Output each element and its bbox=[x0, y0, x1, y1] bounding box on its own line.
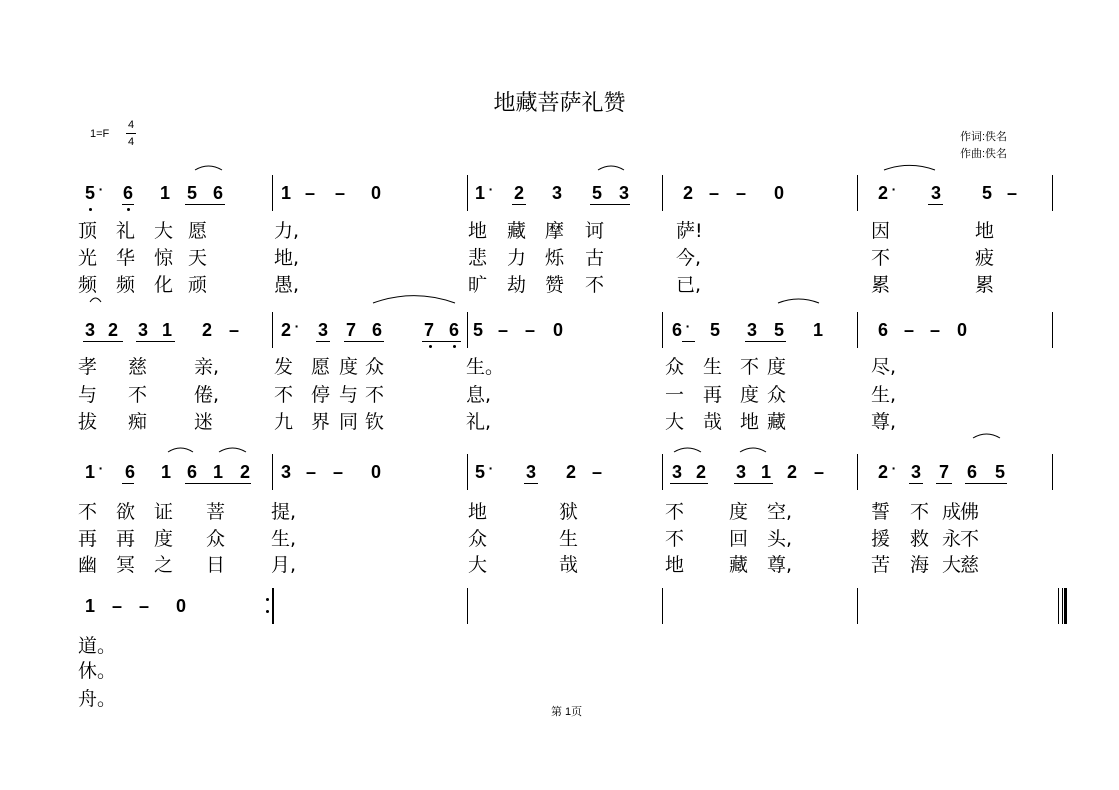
note: 6 bbox=[671, 320, 682, 340]
note: 2 bbox=[201, 320, 212, 340]
note: 1 bbox=[161, 320, 172, 340]
note: 3 bbox=[280, 462, 291, 482]
note: 6 bbox=[877, 320, 888, 340]
lyric-syllable: 钦 bbox=[365, 411, 385, 433]
lyric-syllable: 藏 bbox=[767, 411, 787, 433]
note: 6 bbox=[124, 462, 135, 482]
lyric-syllable: 愚, bbox=[274, 274, 300, 296]
lyric-syllable: 尊, bbox=[871, 411, 897, 433]
lyric-syllable: 慈 bbox=[960, 554, 980, 576]
note: – bbox=[591, 462, 602, 482]
note: 2 bbox=[107, 320, 118, 340]
lyric-syllable: 不 bbox=[910, 501, 930, 523]
note: 0 bbox=[956, 320, 967, 340]
lyric-syllable: 痴 bbox=[128, 411, 148, 433]
lyric-syllable: 众 bbox=[206, 528, 226, 550]
lyric-syllable: 誓 bbox=[871, 501, 891, 523]
lyric-syllable: 愿 bbox=[188, 220, 208, 242]
note: 3 bbox=[84, 320, 95, 340]
note: 5 bbox=[472, 320, 483, 340]
note: 3 bbox=[746, 320, 757, 340]
lyric-syllable: 疲 bbox=[975, 247, 995, 269]
lyric-syllable: 月, bbox=[271, 554, 297, 576]
note: – bbox=[111, 596, 122, 616]
note: · bbox=[294, 318, 300, 334]
lyric-syllable: 一 bbox=[665, 384, 685, 406]
note: · bbox=[98, 181, 104, 197]
note: 2 bbox=[695, 462, 706, 482]
note: 7 bbox=[938, 462, 949, 482]
lyricist-credit: 作词:佚名 bbox=[960, 131, 1008, 143]
lyric-syllable: 之 bbox=[154, 554, 174, 576]
lyric-syllable: 不 bbox=[585, 274, 605, 296]
slur bbox=[740, 448, 766, 452]
lyric-syllable: 菩 bbox=[206, 501, 226, 523]
note: · bbox=[685, 318, 691, 334]
lyric-syllable: 大 bbox=[154, 220, 174, 242]
note: – bbox=[708, 183, 719, 203]
lyric-syllable: 地, bbox=[274, 247, 300, 269]
lyric-syllable: 不 bbox=[665, 528, 685, 550]
note: 3 bbox=[618, 183, 629, 203]
note: – bbox=[228, 320, 239, 340]
key-signature: 1=F bbox=[90, 128, 110, 140]
note: – bbox=[497, 320, 508, 340]
note: 0 bbox=[773, 183, 784, 203]
note: 7 bbox=[423, 320, 434, 340]
lyric-syllable: 地 bbox=[468, 220, 488, 242]
note: 1 bbox=[812, 320, 823, 340]
note: · bbox=[891, 181, 897, 197]
note: 5 bbox=[474, 462, 485, 482]
lyric-syllable: 生。 bbox=[466, 356, 505, 378]
lyric-syllable: 度 bbox=[729, 501, 749, 523]
note: 1 bbox=[474, 183, 485, 203]
note: 2 bbox=[239, 462, 250, 482]
note: 5 bbox=[994, 462, 1005, 482]
note: 1 bbox=[212, 462, 223, 482]
note: 2 bbox=[877, 462, 888, 482]
slur bbox=[884, 165, 935, 170]
lyric-syllable: 频 bbox=[78, 274, 98, 296]
lyric-syllable: 天 bbox=[188, 247, 208, 269]
note: 6 bbox=[448, 320, 459, 340]
lyric-syllable: 孝 bbox=[78, 356, 98, 378]
lyric-syllable: 不 bbox=[78, 501, 98, 523]
lyric-syllable: 狱 bbox=[559, 501, 579, 523]
note: 3 bbox=[525, 462, 536, 482]
lyric-syllable: 赞 bbox=[545, 274, 565, 296]
slur bbox=[973, 434, 1000, 438]
page-title: 地藏菩萨礼赞 bbox=[493, 91, 626, 116]
lyric-syllable: 大 bbox=[468, 554, 488, 576]
lyric-syllable: 九 bbox=[274, 411, 294, 433]
lyric-syllable: 度 bbox=[740, 384, 760, 406]
lyric-syllable: 生, bbox=[271, 528, 297, 550]
slur bbox=[219, 448, 246, 452]
lyric-syllable: 提, bbox=[271, 501, 297, 523]
slur bbox=[90, 298, 101, 302]
note: 3 bbox=[930, 183, 941, 203]
lyric-syllable: 发 bbox=[274, 356, 294, 378]
note: 5 bbox=[186, 183, 197, 203]
lyric-syllable: 旷 bbox=[468, 274, 488, 296]
lyric-syllable: 界 bbox=[311, 411, 331, 433]
note: – bbox=[524, 320, 535, 340]
lyric-syllable: 不 bbox=[365, 384, 385, 406]
note: 6 bbox=[966, 462, 977, 482]
lyric-syllable: 哉 bbox=[703, 411, 723, 433]
lyric-syllable: 证 bbox=[154, 501, 174, 523]
lyric-syllable: 诃 bbox=[585, 220, 605, 242]
note: 5 bbox=[981, 183, 992, 203]
note: 1 bbox=[159, 183, 170, 203]
lyric-syllable: 空, bbox=[767, 501, 793, 523]
slur bbox=[373, 296, 455, 303]
lyric-syllable: 度 bbox=[339, 356, 359, 378]
lyric-syllable: 佛 bbox=[960, 501, 980, 523]
note: 5 bbox=[709, 320, 720, 340]
note: 6 bbox=[212, 183, 223, 203]
note: · bbox=[488, 460, 494, 476]
lyric-syllable: 惊 bbox=[154, 247, 174, 269]
lyric-syllable: 大 bbox=[942, 554, 962, 576]
lyric-syllable: 不 bbox=[960, 528, 980, 550]
composer-credit: 作曲:佚名 bbox=[960, 148, 1008, 160]
note: 1 bbox=[160, 462, 171, 482]
note: 3 bbox=[735, 462, 746, 482]
lyric-syllable: 累 bbox=[975, 274, 995, 296]
note: 0 bbox=[552, 320, 563, 340]
note: 1 bbox=[280, 183, 291, 203]
slur bbox=[778, 299, 819, 303]
lyric-syllable: 劫 bbox=[507, 274, 527, 296]
lyric-syllable: 幽 bbox=[78, 554, 98, 576]
lyric-syllable: 不 bbox=[665, 501, 685, 523]
lyric-syllable: 华 bbox=[116, 247, 136, 269]
note: · bbox=[891, 460, 897, 476]
note: 3 bbox=[317, 320, 328, 340]
note: 3 bbox=[137, 320, 148, 340]
note: 7 bbox=[345, 320, 356, 340]
note: 0 bbox=[175, 596, 186, 616]
lyric-syllable: 与 bbox=[78, 384, 98, 406]
note: 0 bbox=[370, 462, 381, 482]
lyric-syllable: 藏 bbox=[729, 554, 749, 576]
slur bbox=[195, 166, 222, 170]
note: 5 bbox=[773, 320, 784, 340]
note: – bbox=[304, 183, 315, 203]
lyric-syllable: 舟。 bbox=[78, 688, 117, 710]
lyric-syllable: 今, bbox=[676, 247, 702, 269]
lyric-syllable: 度 bbox=[154, 528, 174, 550]
lyric-syllable: 欲 bbox=[116, 501, 136, 523]
lyric-syllable: 尽, bbox=[871, 356, 897, 378]
lyric-syllable: 不 bbox=[871, 247, 891, 269]
lyric-syllable: 再 bbox=[703, 384, 723, 406]
slur bbox=[168, 448, 193, 452]
lyric-syllable: 生 bbox=[559, 528, 579, 550]
lyric-syllable: 再 bbox=[78, 528, 98, 550]
lyric-syllable: 度 bbox=[767, 356, 787, 378]
lyric-syllable: 频 bbox=[116, 274, 136, 296]
lyric-syllable: 礼 bbox=[116, 220, 136, 242]
note: – bbox=[735, 183, 746, 203]
lyric-syllable: 生 bbox=[703, 356, 723, 378]
lyric-syllable: 众 bbox=[767, 384, 787, 406]
meter-bottom: 4 bbox=[126, 133, 136, 150]
lyric-syllable: 冥 bbox=[116, 554, 136, 576]
lyric-syllable: 不 bbox=[128, 384, 148, 406]
lyric-syllable: 地 bbox=[468, 501, 488, 523]
note: – bbox=[903, 320, 914, 340]
lyric-syllable: 众 bbox=[468, 528, 488, 550]
lyric-syllable: 累 bbox=[871, 274, 891, 296]
note: 1 bbox=[84, 596, 95, 616]
note: – bbox=[305, 462, 316, 482]
lyric-syllable: 道。 bbox=[78, 635, 117, 657]
note: – bbox=[1006, 183, 1017, 203]
lyric-syllable: 永 bbox=[942, 528, 962, 550]
lyric-syllable: 日 bbox=[206, 554, 226, 576]
lyric-syllable: 不 bbox=[274, 384, 294, 406]
note: 2 bbox=[513, 183, 524, 203]
note: 3 bbox=[910, 462, 921, 482]
meter-top: 4 bbox=[127, 119, 135, 131]
lyric-syllable: 回 bbox=[729, 528, 749, 550]
note: 3 bbox=[671, 462, 682, 482]
lyric-syllable: 顽 bbox=[188, 274, 208, 296]
lyric-syllable: 礼, bbox=[466, 411, 492, 433]
lyric-syllable: 息, bbox=[466, 384, 492, 406]
slur bbox=[598, 166, 624, 170]
lyric-syllable: 不 bbox=[740, 356, 760, 378]
lyric-syllable: 悲 bbox=[468, 247, 488, 269]
note: 5 bbox=[591, 183, 602, 203]
lyric-syllable: 地 bbox=[975, 220, 995, 242]
lyric-syllable: 同 bbox=[339, 411, 359, 433]
note: 6 bbox=[186, 462, 197, 482]
note: – bbox=[813, 462, 824, 482]
note: 1 bbox=[84, 462, 95, 482]
lyric-syllable: 救 bbox=[910, 528, 930, 550]
lyric-syllable: 众 bbox=[665, 356, 685, 378]
note: – bbox=[929, 320, 940, 340]
lyric-syllable: 慈 bbox=[128, 356, 148, 378]
lyric-syllable: 再 bbox=[116, 528, 136, 550]
note: 3 bbox=[551, 183, 562, 203]
lyric-syllable: 已, bbox=[676, 274, 702, 296]
lyric-syllable: 地 bbox=[665, 554, 685, 576]
lyric-syllable: 因 bbox=[871, 220, 891, 242]
lyric-syllable: 海 bbox=[910, 554, 930, 576]
lyric-syllable: 迷 bbox=[194, 411, 214, 433]
lyric-syllable: 古 bbox=[585, 247, 605, 269]
lyric-syllable: 地 bbox=[740, 411, 760, 433]
lyric-syllable: 大 bbox=[665, 411, 685, 433]
note: 2 bbox=[786, 462, 797, 482]
lyric-syllable: 光 bbox=[78, 247, 98, 269]
lyric-syllable: 成 bbox=[942, 501, 962, 523]
lyric-syllable: 化 bbox=[154, 274, 174, 296]
lyric-syllable: 尊, bbox=[767, 554, 793, 576]
page-footer: 第 1页 bbox=[551, 706, 583, 718]
slur bbox=[674, 448, 701, 452]
note: 0 bbox=[370, 183, 381, 203]
note: 1 bbox=[760, 462, 771, 482]
lyric-syllable: 倦, bbox=[194, 384, 220, 406]
note: · bbox=[98, 460, 104, 476]
lyric-syllable: 摩 bbox=[545, 220, 565, 242]
lyric-syllable: 头, bbox=[767, 528, 793, 550]
lyric-syllable: 藏 bbox=[507, 220, 527, 242]
note: 2 bbox=[565, 462, 576, 482]
lyric-syllable: 哉 bbox=[559, 554, 579, 576]
lyric-syllable: 力, bbox=[274, 220, 300, 242]
note: 2 bbox=[877, 183, 888, 203]
note: – bbox=[334, 183, 345, 203]
lyric-syllable: 亲, bbox=[194, 356, 220, 378]
lyric-syllable: 生, bbox=[871, 384, 897, 406]
note: – bbox=[332, 462, 343, 482]
lyric-syllable: 停 bbox=[311, 384, 331, 406]
lyric-syllable: 苦 bbox=[871, 554, 891, 576]
lyric-syllable: 拔 bbox=[78, 411, 98, 433]
lyric-syllable: 顶 bbox=[78, 220, 98, 242]
lyric-syllable: 愿 bbox=[311, 356, 331, 378]
lyric-syllable: 烁 bbox=[545, 247, 565, 269]
note: · bbox=[488, 181, 494, 197]
lyric-syllable: 萨! bbox=[676, 220, 703, 242]
lyric-syllable: 援 bbox=[871, 528, 891, 550]
note: 6 bbox=[371, 320, 382, 340]
note: 5 bbox=[84, 183, 95, 203]
note: 6 bbox=[122, 183, 133, 203]
lyric-syllable: 休。 bbox=[78, 660, 117, 682]
lyric-syllable: 与 bbox=[339, 384, 359, 406]
note: 2 bbox=[682, 183, 693, 203]
lyric-syllable: 力 bbox=[507, 247, 527, 269]
note: – bbox=[138, 596, 149, 616]
lyric-syllable: 众 bbox=[365, 356, 385, 378]
note: 2 bbox=[280, 320, 291, 340]
